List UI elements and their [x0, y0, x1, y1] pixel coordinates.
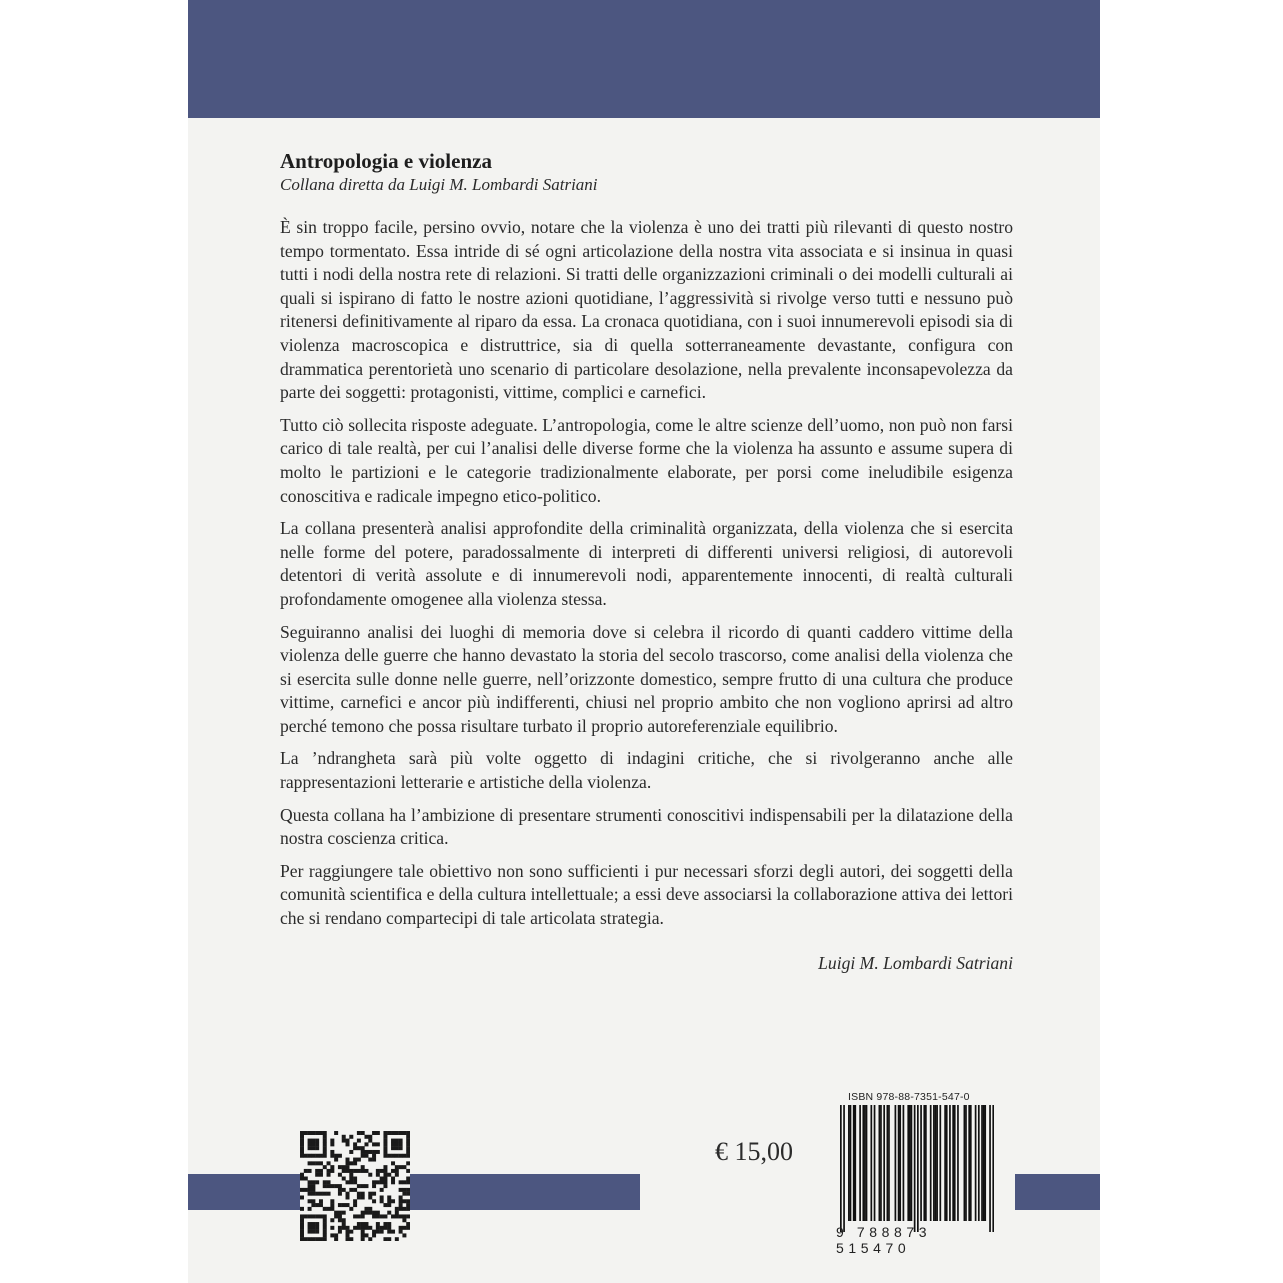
author-signature: Luigi M. Lombardi Satriani [818, 952, 1013, 973]
series-title: Antropologia e violenza [280, 149, 492, 173]
price: € 15,00 [715, 1137, 793, 1166]
bottom-color-band-left [188, 1174, 640, 1210]
ean-digits: 9 788873 515470 [836, 1224, 932, 1256]
qr-code-icon [300, 1131, 410, 1241]
paragraph: È sin troppo facile, persino ovvio, notare che la violenza è uno dei tratti più rilevanti di questo nostro tempo tormentato. Essa intride di sé ogni articolazione della nostra vita associata e si insinua in quasi tutti i nodi della nostra rete di relazioni. Si tratti delle organizzazioni criminali o dei modelli culturali ai quali si ispirano di fatto le nostre azioni quotidiane, l’aggressività si rivolge verso tutti e nessuno può ritenersi definitivamente al riparo da essa. La cronaca quotidiana, con i suoi innumerevoli episodi sia di violenza macroscopica e distruttrice, sia di quella sotterraneamente devastante, configura con drammatica perentorietà uno scenario di particolare desolazione, nella prevalente inconsapevolezza da parte dei soggetti: protagonisti, vittime, complici e carnefici. [280, 217, 1013, 403]
cover-text [280, 148, 1013, 974]
paragraph: Tutto ciò sollecita risposte adeguate. L’antropologia, come le altre scienze dell’uomo, non può non farsi carico di tale realtà, per cui l’analisi delle diverse forme che la violenza ha assunto e assume supera di molto le partizioni e le categorie tradizionalmente elaborate, per porsi come ineludibile esigenza conoscitiva e radicale impegno etico-politico. [280, 414, 1013, 506]
bottom-color-band-right [1015, 1174, 1100, 1210]
paragraph: Per raggiungere tale obiettivo non sono sufficienti i pur necessari sforzi degli autori, dei soggetti della comunità scientifica e della cultura intellettuale; a essi deve associarsi la collaborazione attiva dei lettori che si rendano compartecipi di tale articolata strategia. [280, 860, 1013, 929]
paragraph: La collana presenterà analisi approfondite della criminalità organizzata, della violenza che si esercita nelle forme del potere, paradossalmente di interpreti di differenti universi religiosi, di autorevoli detentori di verità assolute e di innumerevoli nodi, apparentemente innocenti, di realtà culturali profondamente omogenee alla violenza stessa. [280, 518, 1013, 609]
barcode-bars-icon [840, 1105, 994, 1232]
paragraph: Questa collana ha l’ambizione di presentare strumenti conoscitivi indispensabili per la dilatazione della nostra coscienza critica. [280, 804, 1013, 849]
barcode [828, 1084, 1000, 1254]
top-color-band [188, 0, 1100, 118]
book-back-cover [188, 0, 1100, 1283]
paragraph: La ’ndrangheta sarà più volte oggetto di indagini critiche, che si rivolgeranno anche alle rappresentazioni letterarie e artistiche della violenza. [280, 748, 1013, 793]
series-subtitle: Collana diretta da Luigi M. Lombardi Satriani [280, 175, 598, 194]
isbn-label: ISBN 978-88-7351-547-0 [848, 1091, 970, 1103]
paragraph: Seguiranno analisi dei luoghi di memoria dove si celebra il ricordo di quanti caddero vittime della violenza delle guerre che hanno devastato la storia del secolo trascorso, come analisi della violenza che si esercita sulle donne nelle guerre, nell’orizzonte domestico, sempre frutto di una cultura che produce vittime, carnefici e ancor più indifferenti, chiusi nel proprio ambito che non vogliono aprirsi ad altro perché temono che possa risultare turbato il proprio autoreferenziale equilibrio. [280, 621, 1013, 736]
